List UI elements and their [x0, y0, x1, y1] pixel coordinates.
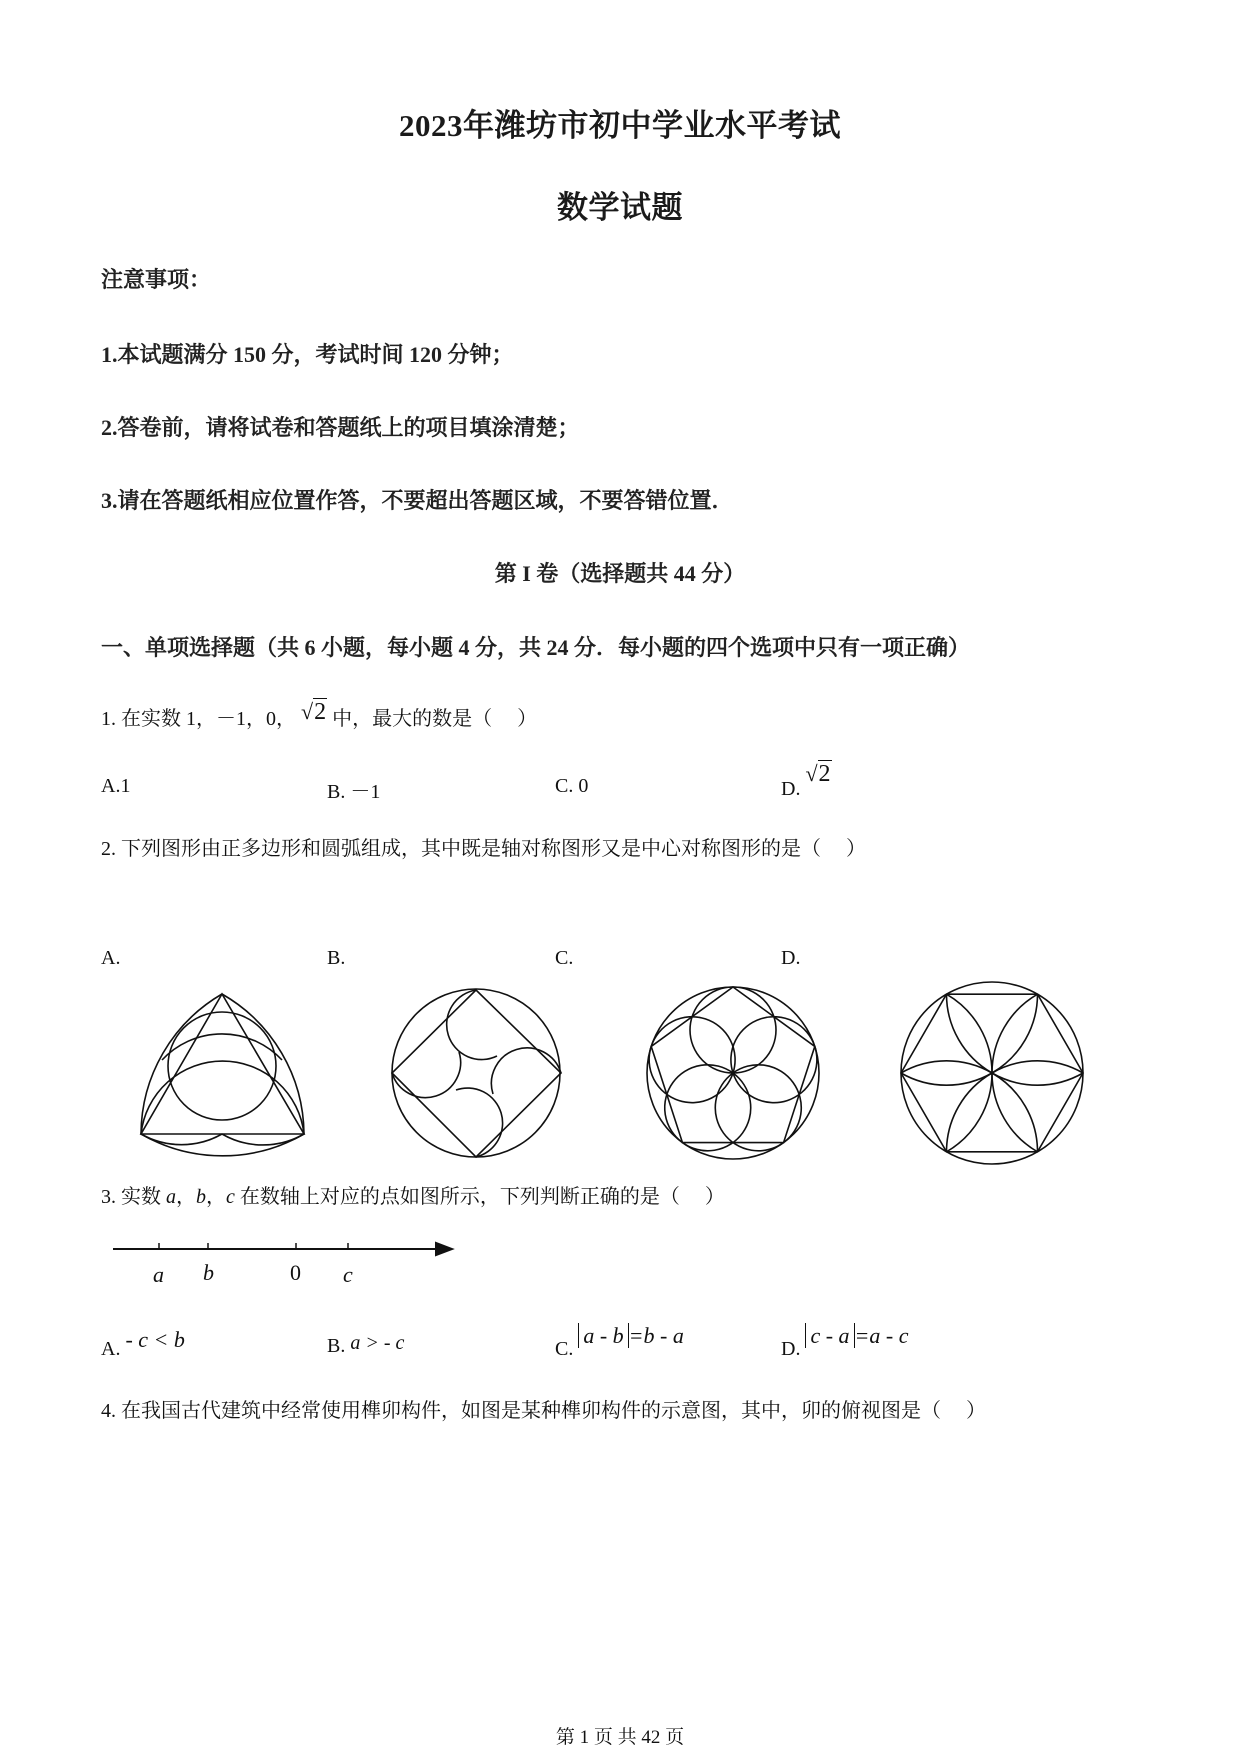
page-number: 第 1 页 共 42 页 [555, 1727, 685, 1748]
q2-option-c-label[interactable]: C. [555, 947, 574, 969]
q1-option-a[interactable]: A.1 [101, 775, 131, 797]
note-item-1: 1.本试题满分 150 分，考试时间 120 分钟； [101, 342, 514, 367]
q2-option-a-label[interactable]: A. [101, 947, 121, 969]
exam-subtitle: 数学试题 [557, 190, 683, 225]
question-text: 中，最大的数是（ ） [332, 708, 538, 730]
q3-option-b[interactable]: B. a > - c [327, 1332, 405, 1357]
q2-option-d-label[interactable]: D. [781, 947, 801, 969]
absolute-value: c - a [805, 1323, 854, 1348]
question-2-stem: 2. 下列图形由正多边形和圆弧组成，其中既是轴对称图形又是中心对称图形的是（ ） [101, 838, 866, 860]
section-heading: 一、单项选择题（共 6 小题，每小题 4 分，共 24 分．每小题的四个选项中只有一项正确） [101, 635, 971, 660]
question-3-stem: 3. 实数 a，b，c 在数轴上对应的点如图所示，下列判断正确的是（ ） [101, 1186, 725, 1208]
absolute-value: a - b [578, 1323, 628, 1348]
question-4-stem: 4. 在我国古代建筑中经常使用榫卯构件，如图是某种榫卯构件的示意图，其中，卯的俯视图是（ ） [101, 1400, 986, 1422]
question-text: 在实数 1，－1，0， [121, 708, 296, 730]
number-line-label-a: a [153, 1262, 164, 1287]
q3-option-d[interactable]: D. c - a =a - c [781, 1323, 909, 1360]
q2-option-b-label[interactable]: B. [327, 947, 346, 969]
note-item-3: 3.请在答题纸相应位置作答，不要超出答题区域，不要答错位置． [101, 488, 734, 513]
number-line-label-zero: 0 [290, 1260, 301, 1285]
q3-option-a[interactable]: A. - c < b [101, 1327, 185, 1360]
sqrt-expression: √2 [805, 761, 831, 787]
q3-option-c[interactable]: C. a - b =b - a [555, 1323, 684, 1360]
sqrt-expression: √2 [301, 699, 327, 725]
number-line-label-c: c [343, 1262, 353, 1287]
q1-option-c[interactable]: C. 0 [555, 775, 589, 797]
q1-option-d[interactable]: D. √2 [781, 761, 831, 800]
radical-icon: √ [301, 699, 314, 724]
exam-title: 2023年潍坊市初中学业水平考试 [399, 108, 841, 143]
q1-option-b[interactable]: B. －1 [327, 781, 381, 803]
note-item-2: 2.答卷前，请将试卷和答题纸上的项目填涂清楚； [101, 415, 580, 440]
notes-heading: 注意事项： [101, 267, 212, 292]
part1-heading: 第 I 卷（选择题共 44 分） [494, 561, 746, 586]
number-line-label-b: b [203, 1260, 214, 1285]
radical-icon: √ [805, 761, 818, 786]
question-number: 1. [101, 708, 116, 730]
